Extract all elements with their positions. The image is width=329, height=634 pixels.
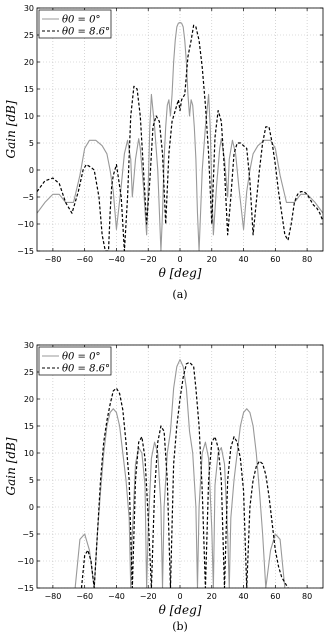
x-tick-label: 0 (177, 592, 183, 601)
legend-label-2: θ0 = 8.6° (62, 363, 111, 375)
x-tick-label: −80 (44, 255, 62, 264)
y-tick-label: 0 (28, 166, 34, 175)
y-tick-label: 20 (23, 395, 34, 404)
x-tick-label: 60 (270, 255, 281, 264)
y-tick-label: −15 (17, 584, 34, 593)
y-axis-label: Gain [dB] (4, 100, 18, 159)
x-tick-label: 80 (302, 255, 313, 264)
y-tick-label: 25 (23, 31, 34, 40)
x-tick-label: 40 (238, 592, 249, 601)
legend-label-1: θ0 = 0° (62, 351, 101, 363)
x-axis-label: θ [deg] (158, 266, 202, 280)
y-tick-label: −5 (22, 530, 34, 539)
x-tick-label: 20 (206, 255, 217, 264)
x-tick-label: −60 (76, 255, 94, 264)
y-tick-label: 5 (28, 476, 34, 485)
y-tick-label: 15 (23, 85, 34, 94)
panel-caption: (b) (172, 620, 188, 633)
y-tick-label: 20 (23, 58, 34, 67)
y-tick-label: 10 (23, 449, 34, 458)
y-tick-label: −10 (17, 557, 34, 566)
y-axis-label: Gain [dB] (4, 437, 18, 496)
x-tick-label: 20 (206, 592, 217, 601)
y-tick-label: −10 (17, 220, 34, 229)
y-tick-label: 10 (23, 112, 34, 121)
y-tick-label: 0 (28, 503, 34, 512)
y-tick-label: 15 (23, 422, 34, 431)
chart-panel-b (4, 341, 323, 633)
chart-panel-a (4, 4, 323, 301)
y-tick-label: −5 (22, 193, 34, 202)
y-tick-label: −15 (17, 247, 34, 256)
x-axis-label: θ [deg] (158, 603, 202, 617)
x-tick-label: −20 (139, 592, 157, 601)
x-tick-label: −40 (107, 592, 125, 601)
x-tick-label: 60 (270, 592, 281, 601)
y-tick-label: 30 (23, 341, 34, 350)
legend-label-2: θ0 = 8.6° (62, 26, 111, 38)
y-tick-label: 5 (28, 139, 34, 148)
x-tick-label: 40 (238, 255, 249, 264)
y-tick-label: 25 (23, 368, 34, 377)
panel-caption: (a) (172, 288, 188, 301)
x-tick-label: −20 (139, 255, 157, 264)
legend-label-1: θ0 = 0° (62, 14, 101, 26)
x-tick-label: −40 (107, 255, 125, 264)
x-tick-label: −60 (76, 592, 94, 601)
x-tick-label: 80 (302, 592, 313, 601)
x-tick-label: 0 (177, 255, 183, 264)
x-tick-label: −80 (44, 592, 62, 601)
series-line-2 (81, 362, 288, 588)
y-tick-label: 30 (23, 4, 34, 13)
